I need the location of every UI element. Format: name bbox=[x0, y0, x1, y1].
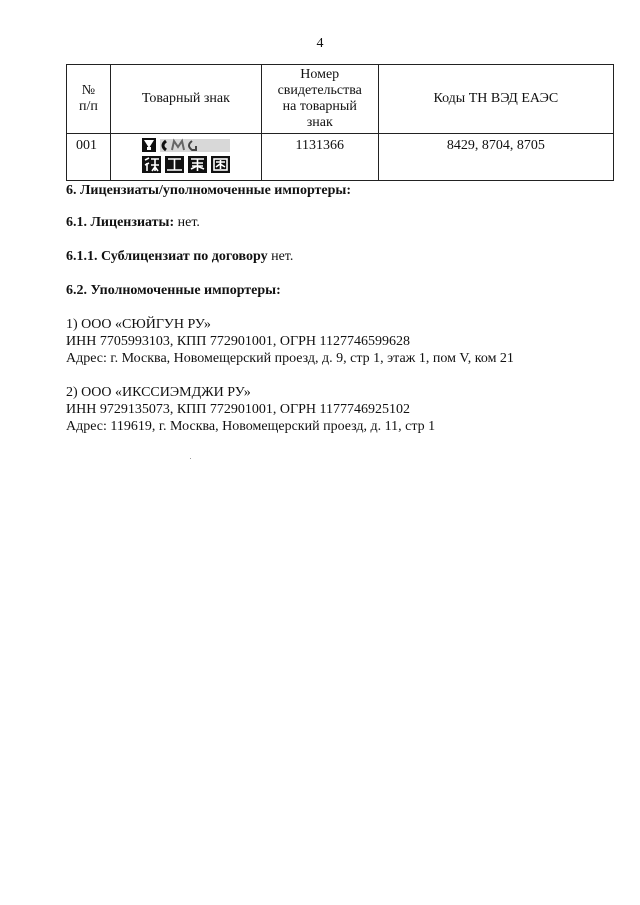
section-6-heading bbox=[66, 182, 351, 200]
section-6-1-1 bbox=[66, 248, 293, 266]
header-codes: Коды ТН ВЭД ЕАЭС bbox=[378, 65, 613, 134]
header-cert bbox=[261, 65, 378, 134]
section-6-1-1-label: 6.1.1. Сублицензиат по договору bbox=[66, 249, 268, 264]
importer-address: Адрес: г. Москва, Новомещерский проезд, д. 9, стр 1, этаж 1, пом V, ком 21 bbox=[66, 351, 514, 366]
scan-speck bbox=[190, 458, 191, 459]
page-number: 4 bbox=[316, 36, 324, 51]
header-cert-line4: знак bbox=[306, 115, 333, 130]
section-6-1-value: нет. bbox=[174, 215, 200, 230]
row-codes: 8429, 8704, 8705 bbox=[378, 134, 613, 181]
xcmg-logo bbox=[136, 137, 236, 175]
header-cert-line2: свидетельства bbox=[277, 83, 362, 98]
row-cert: 1131366 bbox=[261, 134, 378, 181]
header-cert-line1: Номер bbox=[300, 67, 340, 82]
table-header-row bbox=[67, 65, 614, 134]
importer-ids: ИНН 7705993103, КПП 772901001, ОГРН 1127746599628 bbox=[66, 334, 410, 349]
header-mark: Товарный знак bbox=[110, 65, 261, 134]
section-6-heading-text: 6. Лицензиаты/уполномоченные импортеры: bbox=[66, 183, 352, 198]
importer-title: 2) ООО «ИКССИЭМДЖИ РУ» bbox=[66, 385, 251, 400]
importer-ids: ИНН 9729135073, КПП 772901001, ОГРН 1177746925102 bbox=[66, 402, 410, 417]
row-mark bbox=[110, 134, 261, 181]
importer-title: 1) ООО «СЮЙГУН РУ» bbox=[66, 317, 211, 332]
section-6-1-label: 6.1. Лицензиаты: bbox=[66, 215, 175, 230]
header-cert-line3: на товарный bbox=[282, 99, 357, 114]
importer-address: Адрес: 119619, г. Москва, Новомещерский проезд, д. 11, стр 1 bbox=[66, 419, 436, 434]
trademark-table bbox=[66, 64, 614, 181]
row-number: 001 bbox=[67, 134, 111, 181]
table-row bbox=[67, 134, 614, 181]
section-6-2-label: 6.2. Уполномоченные импортеры: bbox=[66, 283, 281, 298]
section-6-1 bbox=[66, 214, 200, 232]
header-num-line2: п/п bbox=[79, 99, 98, 114]
header-num bbox=[67, 65, 111, 134]
section-6-2 bbox=[66, 282, 281, 300]
section-6-1-1-value: нет. bbox=[267, 249, 294, 264]
header-num-line1: № bbox=[81, 83, 96, 98]
